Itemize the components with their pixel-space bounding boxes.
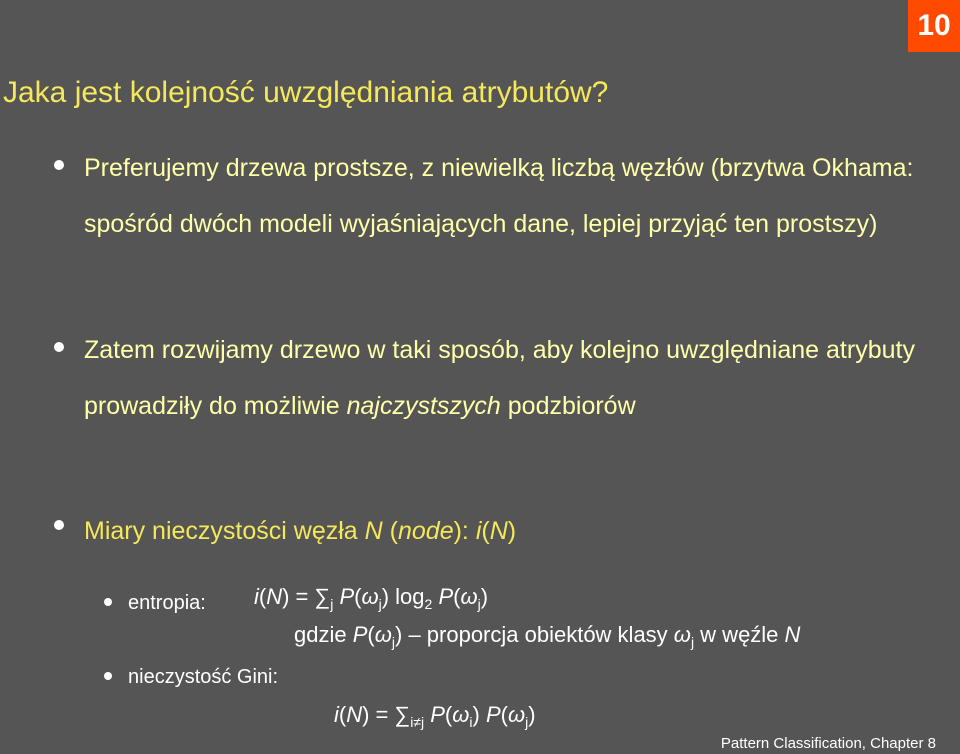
bullet-2-after: podzbiorów xyxy=(500,392,636,420)
entropy-omega2: ω xyxy=(460,584,478,609)
entropy-log: log xyxy=(389,584,425,609)
entropy-lhs-i: i xyxy=(254,584,259,609)
gini-w1-close: ) xyxy=(472,702,480,727)
entropy-w2-open: ( xyxy=(453,584,461,609)
where-omega2: ω xyxy=(673,622,691,647)
bullet-3-N: N xyxy=(364,517,383,545)
gini-lhs-N: N xyxy=(346,702,363,727)
where-close: ) xyxy=(395,622,403,647)
entropy-sum-sub: j xyxy=(330,596,334,612)
entropy-j2: j xyxy=(477,596,481,612)
where-open: ( xyxy=(367,622,375,647)
sub-bullet-dot-entropy xyxy=(104,598,112,606)
bullet-dot-2 xyxy=(54,342,64,352)
entropy-lhs-open: ( xyxy=(258,584,267,609)
gini-lhs-close: ) = xyxy=(362,702,395,727)
bullet-text-1: Preferujemy drzewa prostsze, z niewielką liczbą węzłów (brzytwa Okhama: spośród dwóch modeli wyjaśniających dane, lepiej przyjąć ten prostszy) xyxy=(84,154,914,238)
entropy-P2: P xyxy=(432,584,454,609)
where-P: P xyxy=(352,622,368,647)
entropy-j1: j xyxy=(378,596,382,612)
bullet-dot-3 xyxy=(54,520,64,530)
bullet-3-iN-open: ( xyxy=(481,517,490,545)
bullet-3-i: i xyxy=(475,517,482,545)
bullet-text-2 xyxy=(84,322,934,434)
gini-w2-open: ( xyxy=(500,702,508,727)
bullet-3-iN-N: N xyxy=(489,517,508,545)
slide-title: Jaka jest kolejność uwzględniania atrybutów? xyxy=(3,76,609,109)
gini-P1: P xyxy=(424,702,445,727)
gini-w2-close: ) xyxy=(528,702,536,727)
bullet-text-3 xyxy=(84,503,934,559)
where-desc: – proporcja obiektów klasy xyxy=(402,622,674,647)
entropy-w1-open: ( xyxy=(354,584,362,609)
bullet-2-emphasis: najczystszych xyxy=(346,392,501,420)
where-tail: w węźle xyxy=(694,622,785,647)
gini-sum-sub: i≠j xyxy=(410,714,425,730)
where-clause xyxy=(294,622,800,650)
gini-sigma: ∑ xyxy=(394,702,411,727)
entropy-w1-close: ) xyxy=(381,584,390,609)
footer-caption: Pattern Classification, Chapter 8 xyxy=(720,735,936,752)
entropy-log-base: 2 xyxy=(424,596,433,612)
gini-j2: j xyxy=(525,714,529,730)
bullet-3-paren-close: ): xyxy=(453,517,476,545)
where-N: N xyxy=(784,622,801,647)
bullet-dot-1 xyxy=(54,160,64,170)
where-j: j xyxy=(391,634,395,650)
entropy-P1: P xyxy=(333,584,355,609)
gini-i1: i xyxy=(469,714,473,730)
bullet-2-before: Zatem rozwijamy drzewo w taki sposób, aby kolejno uwzględniane atrybuty prowadziły do możliwie xyxy=(84,336,915,420)
where-j2: j xyxy=(690,634,695,650)
entropy-sigma: ∑ xyxy=(314,584,331,609)
gini-P2: P xyxy=(479,702,501,727)
gini-omega2: ω xyxy=(507,702,526,727)
gini-w1-open: ( xyxy=(444,702,453,727)
bullet-3-paren-open: ( xyxy=(382,517,398,545)
where-gdzie: gdzie xyxy=(294,622,353,647)
gini-lhs-open: ( xyxy=(338,702,347,727)
entropy-lhs-close: ) = xyxy=(282,584,315,609)
entropy-label: entropia: xyxy=(128,592,206,614)
entropy-formula xyxy=(254,584,488,612)
sub-bullet-dot-gini xyxy=(104,672,112,680)
entropy-w2-close: ) xyxy=(480,584,489,609)
entropy-omega1: ω xyxy=(361,584,379,609)
gini-lhs-i: i xyxy=(334,702,339,727)
gini-omega1: ω xyxy=(452,702,470,727)
entropy-lhs-N: N xyxy=(266,584,283,609)
bullet-3-text: Miary nieczystości węzła xyxy=(84,517,358,545)
bullet-3-iN-close: ) xyxy=(507,517,517,545)
bullet-3-node: node xyxy=(397,517,454,545)
slide-number: 10 xyxy=(908,0,960,52)
gini-formula xyxy=(334,702,536,730)
where-omega: ω xyxy=(374,622,392,647)
gini-label: nieczystość Gini: xyxy=(128,666,279,688)
